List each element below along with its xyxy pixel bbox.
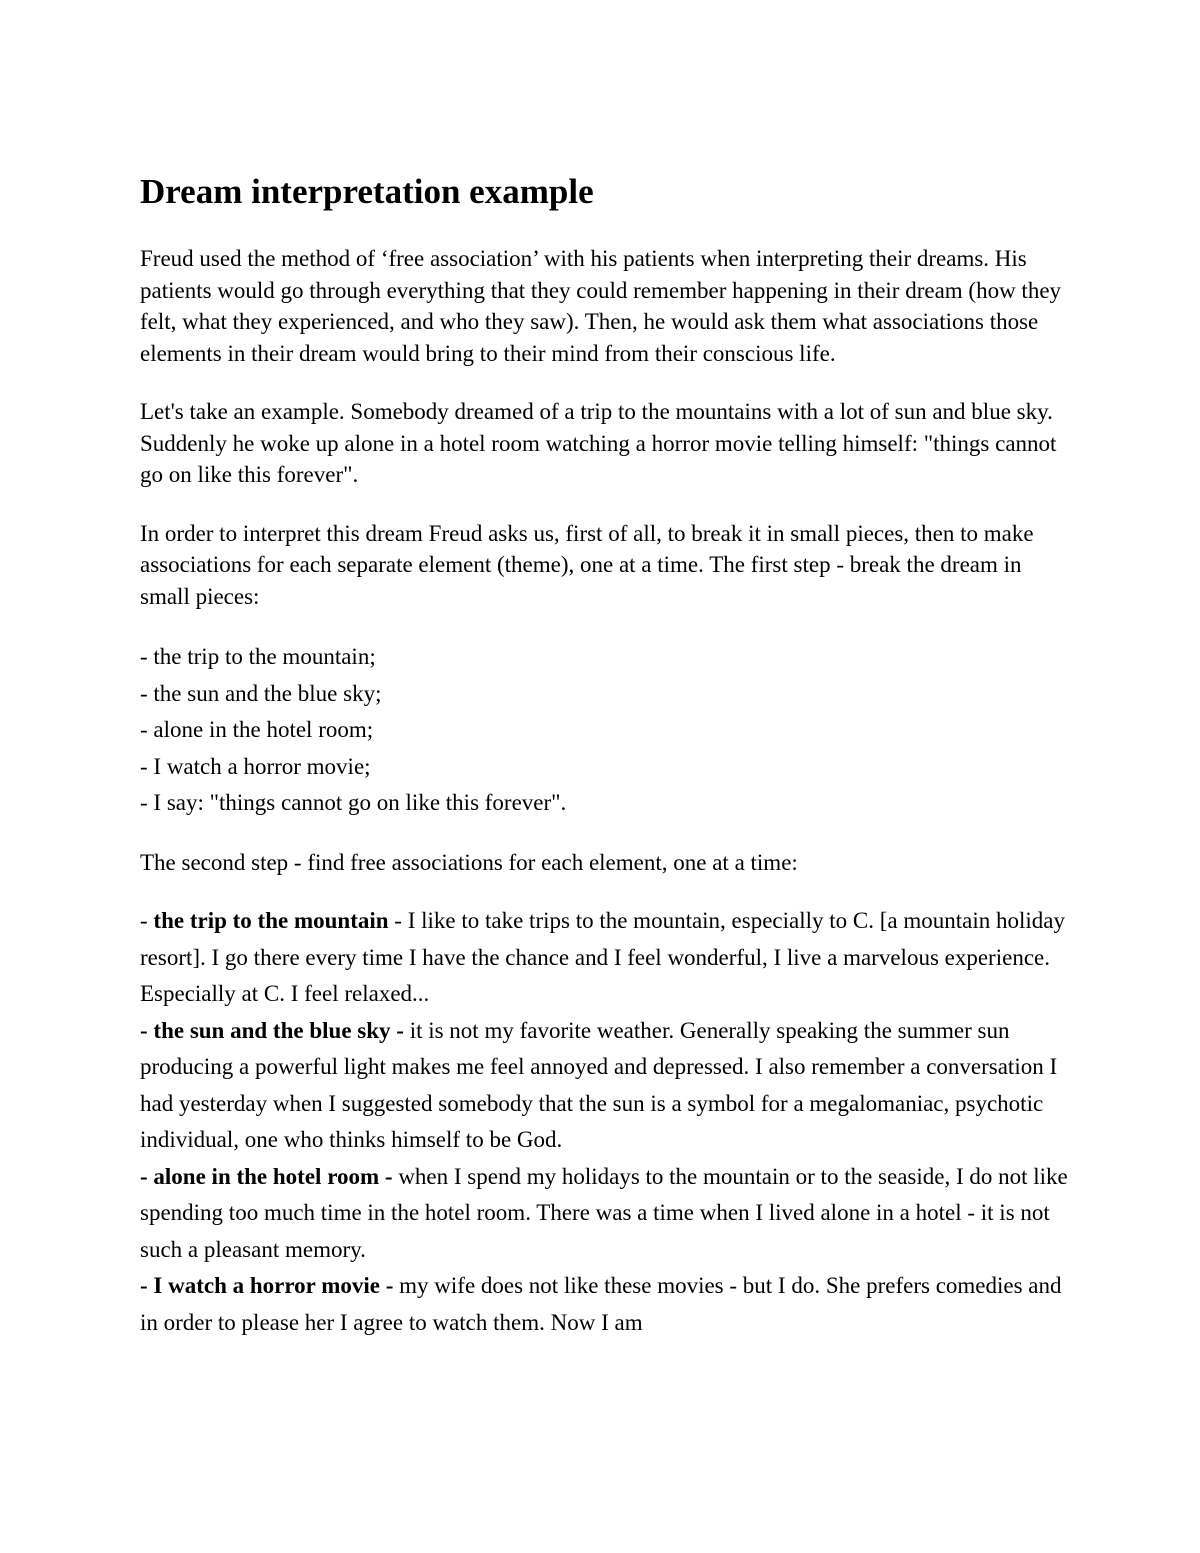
dream-piece: - I watch a horror movie; [140,753,371,779]
dream-piece: - I say: "things cannot go on like this forever". [140,790,567,815]
intro-paragraph: Freud used the method of ‘free association’ with his patients when interpreting their dreams. His patients would go through everything that they could remember happening in their dream (how they felt, what they experienced, and who they saw). Then, he would ask them what associations those elements in their dream would bring to their mind from their conscious life. [140,246,1062,366]
steps-intro-paragraph: In order to interpret this dream Freud asks us, first of all, to break it in small pieces, then to make associations for each separate element (theme), one at a time. The first step - break the dream in small pieces: [140,520,1034,609]
association-item [140,1268,1070,1341]
dream-piece: - alone in the hotel room; [140,717,374,742]
association-text: it is not my favorite weather. Generally speaking the summer sun producing a powerful light makes me feel annoyed and depressed. I also remember a conversation I had yesterday when I suggested somebody that the sun is a symbol for a megalomaniac, psychotic individual, one who thinks himself to be God. [140,1017,1058,1152]
association-text: when I spend my holidays to the mountain or to the seaside, I do not like spending too much time in the hotel room. There was a time when I lived alone in a hotel - it is not such a pleasant memory. [140,1163,1068,1262]
association-text: - I like to take trips to the mountain, especially to C. [a mountain holiday resort]. I go there every time I have the chance and I feel wonderful, I live a marvelous experience. Especially at C. I feel relaxed... [140,908,1065,1006]
associations-list [140,903,1070,1341]
dream-pieces-list [140,639,1070,822]
association-term: the trip to the mountain [153,908,389,933]
second-step-paragraph: The second step - find free associations for each element, one at a time: [140,849,798,875]
association-prefix: - [140,908,154,933]
dream-piece: - the sun and the blue sky; [140,680,382,706]
document-title: Dream interpretation example [140,172,594,211]
example-paragraph: Let's take an example. Somebody dreamed of a trip to the mountains with a lot of sun and blue sky. Suddenly he woke up alone in a hotel room watching a horror movie telling himself: "things cannot go on like this forever". [140,399,1057,487]
association-item [140,1159,1070,1269]
association-item [140,903,1070,1013]
document-content [140,168,1070,1341]
association-text: my wife does not like these movies - but I do. She prefers comedies and in order to please her I agree to watch them. Now I am [140,1273,1062,1335]
dream-piece: - the trip to the mountain; [140,644,376,669]
association-term: - alone in the hotel room - [140,1163,393,1189]
association-term: - the sun and the blue sky - [140,1017,404,1043]
association-item [140,1013,1070,1159]
association-term: - I watch a horror movie - [140,1273,394,1298]
